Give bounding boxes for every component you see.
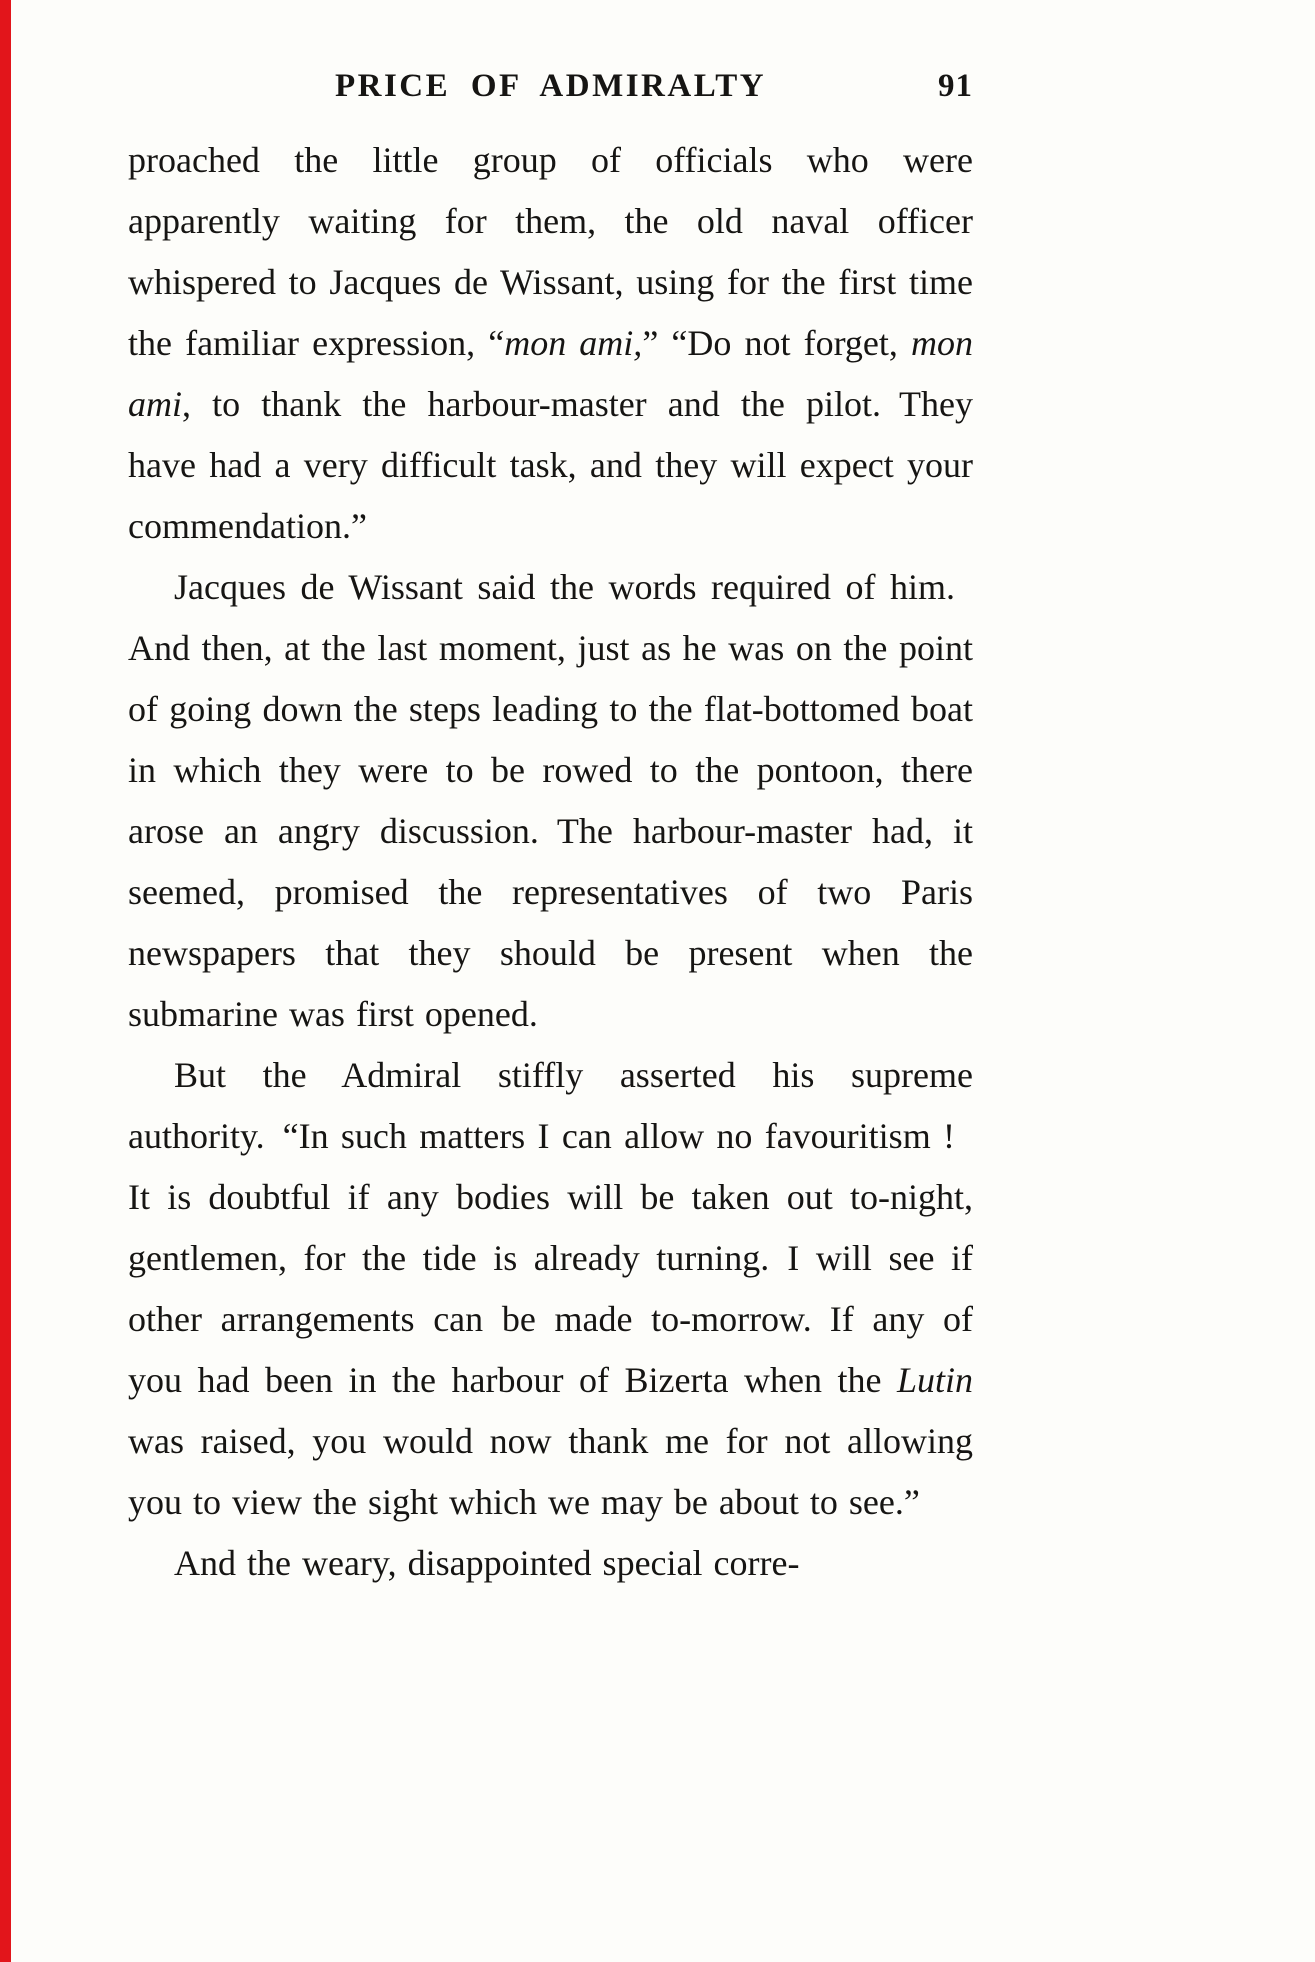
text-run: proached the little group of officials who were apparently waiting for them, the old naval officer whispered to Jacques de Wissant, using for the first time the familiar expression, “ [128,140,973,363]
paragraph [128,1533,973,1594]
running-head: PRICE OF ADMIRALTY [334,68,767,104]
text-run-italic: mon ami, [504,323,643,363]
text-run: Jacques de Wissant said the words required of him. And then, at the last moment, just as he was on the point of going down the steps leading to the flat-bottomed boat in which they were to be rowed to the pontoon, there arose an angry discussion. The harbour-master had, it seemed, promised the representatives of two Paris newspapers that they should be present when the submarine was first opened. [128,567,973,1034]
paragraph [128,130,973,557]
body-text [128,130,973,1594]
text-run: And the weary, disappointed special corre- [174,1543,800,1583]
scan-edge-strip [0,0,11,1962]
text-run: , to thank the harbour-master and the pilot. They have had a very difficult task, and they will expect your commendation.” [128,384,973,546]
page-number: 91 [938,68,973,104]
text-run: was raised, you would now thank me for not allowing you to view the sight which we may be about to see.” [128,1421,973,1522]
text-run-italic: mon ami [128,323,974,424]
text-run-italic: Lutin [896,1360,973,1400]
text-run: ” “Do not forget, [642,323,912,363]
text-run: But the Admiral stiffly asserted his supreme authority. “In such matters I can allow no favouritism ! It is doubtful if any bodies will be taken out to-night, gentlemen, for the tide is already turning. I will see if other arrangements can be made to-morrow. If any of you had been in the harbour of Bizerta when the [128,1055,973,1400]
page-content [128,64,973,1594]
page-header [128,64,973,108]
paragraph [128,557,973,1045]
paragraph [128,1045,973,1533]
